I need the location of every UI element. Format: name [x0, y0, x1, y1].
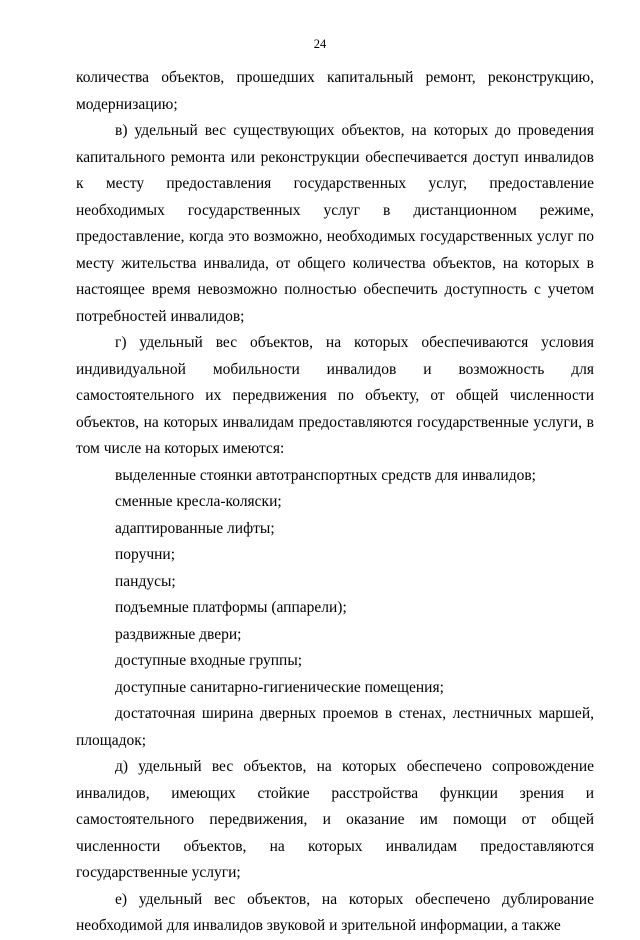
list-item: доступные санитарно-гигиенические помещения; — [115, 678, 444, 696]
paragraph-item-e: е) удельный вес объектов, на которых обеспечено дублирование необходимой для инвалидов звуковой и зрительной информации, а также — [76, 890, 594, 934]
list-item: достаточная ширина дверных проемов в стенах, лестничных маршей, площадок; — [76, 705, 594, 749]
paragraph-item-v: в) удельный вес существующих объектов, на которых до проведения капитального ремонта или реконструкции обеспечивается доступ инвалидов к месту предоставления государственных услуг, предоставление необходимых государственных услуг в дистанционном режиме, предоставление, когда это возможно, необходимых государственных услуг по месту жительства инвалида, от общего количества объектов, на которых в настоящее время невозможно полностью обеспечить доступность с учетом потребностей инвалидов; — [76, 122, 594, 325]
list-item: адаптированные лифты; — [115, 519, 275, 537]
list-item: поручни; — [115, 546, 176, 563]
list-item: раздвижные двери; — [115, 625, 242, 643]
page-number: 24 — [313, 37, 327, 51]
paragraph-continuation: количества объектов, прошедших капитальный ремонт, реконструкцию, модернизацию; — [76, 69, 594, 113]
paragraph-item-d: д) удельный вес объектов, на которых обеспечено сопровождение инвалидов, имеющих стойкие расстройства функции зрения и самостоятельного передвижения, и оказание им помощи от общей численности объектов, на которых инвалидам предоставляются государственные услуги; — [76, 758, 594, 881]
list-item: сменные кресла-коляски; — [115, 493, 282, 510]
list-item: подъемные платформы (аппарели); — [115, 599, 347, 616]
list-item: выделенные стоянки автотранспортных средств для инвалидов; — [115, 466, 536, 484]
list-item: доступные входные группы; — [115, 652, 303, 669]
paragraph-item-g: г) удельный вес объектов, на которых обеспечиваются условия индивидуальной мобильности инвалидов и возможность для самостоятельного их передвижения по объекту, от общей численности объектов, на которых инвалидам предоставляются государственные услуги, в том числе на которых имеются: — [76, 334, 594, 457]
document-body — [76, 65, 594, 940]
list-item: пандусы; — [115, 572, 176, 590]
